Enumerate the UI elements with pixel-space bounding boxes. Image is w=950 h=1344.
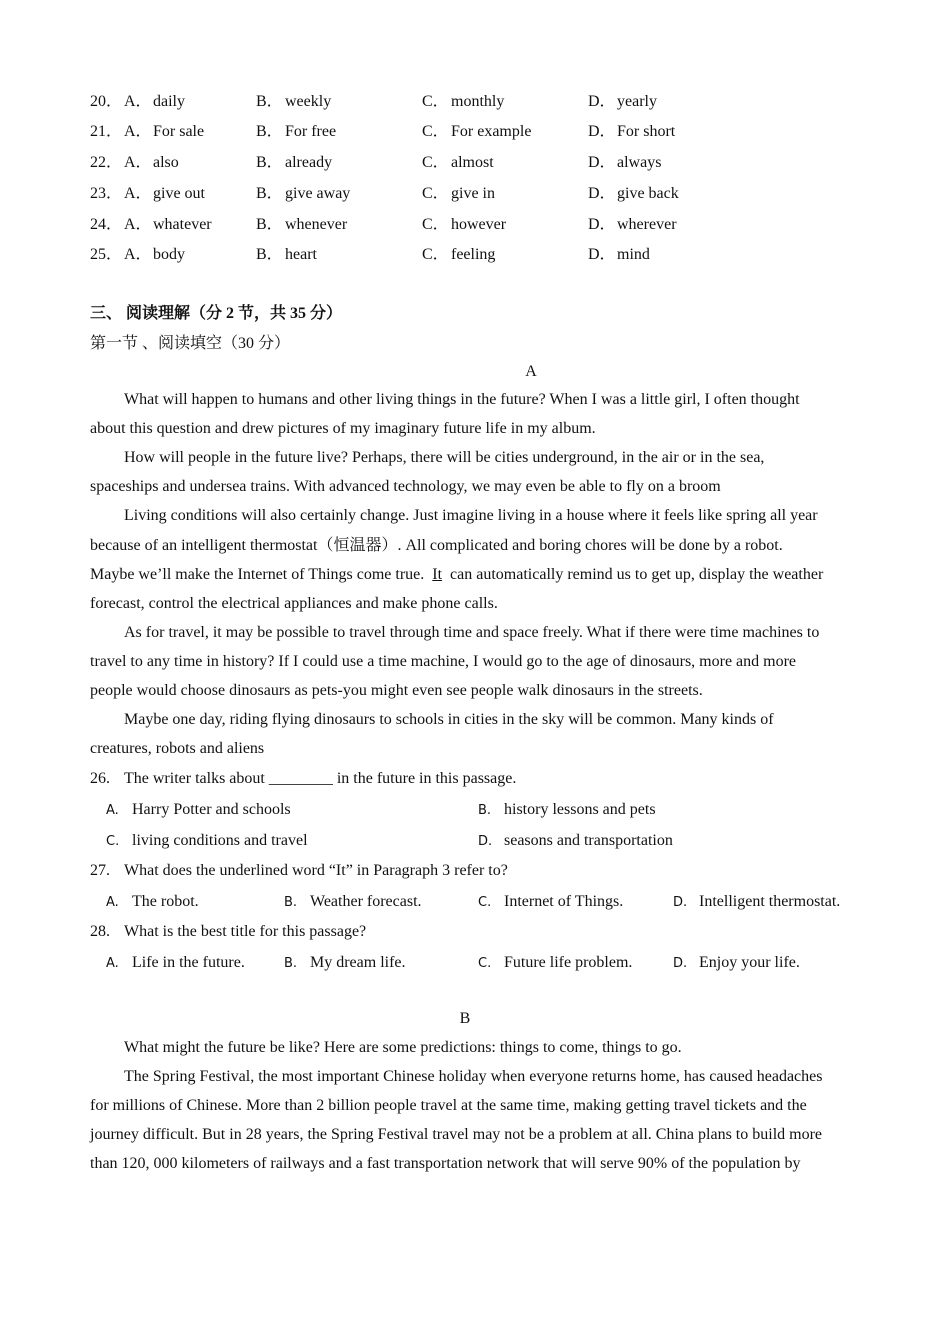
passage-a-line: Living conditions will also certainly change. Just imagine living in a house where it feels like spring all year — [124, 507, 818, 524]
q26-option-d: D. seasons and transportation — [478, 832, 673, 849]
option-a: A．give out — [124, 185, 205, 202]
option-c: C． feeling — [422, 246, 496, 263]
subsection-heading: 第一节 、阅读填空（30 分） — [90, 335, 291, 352]
passage-a-line: because of an intelligent thermostat（恒温器）. All complicated and boring chores will be done by a robot. — [90, 537, 783, 554]
option-b: B． whenever — [256, 216, 348, 233]
passage-b-line: for millions of Chinese. More than 2 billion people travel at the same time, making getting travel tickets and the — [90, 1097, 807, 1114]
underlined-word: It — [432, 566, 443, 583]
q27-option-b: B. Weather forecast. — [284, 893, 422, 910]
option-b: B． give away — [256, 185, 351, 202]
passage-b-line: The Spring Festival, the most important Chinese holiday when everyone returns home, has caused headaches — [124, 1068, 823, 1085]
option-c: C． monthly — [422, 93, 505, 110]
option-b: B． weekly — [256, 93, 332, 110]
option-d: D．give back — [588, 185, 679, 202]
q28-option-c: C. Future life problem. — [478, 954, 633, 971]
passage-b-line: than 120, 000 kilometers of railways and a fast transportation network that will serve 90% of the population by — [90, 1155, 801, 1172]
passage-b-line: journey difficult. But in 28 years, the Spring Festival travel may not be a problem at all. China plans to build more — [90, 1126, 823, 1143]
passage-a-label: A — [525, 363, 537, 380]
option-b: B． already — [256, 154, 333, 171]
option-c: C． however — [422, 216, 507, 233]
question-26: 26. The writer talks about ________ in the future in this passage. — [90, 770, 517, 787]
option-a: A．body — [124, 246, 185, 263]
option-a: A．daily — [124, 93, 185, 110]
option-b: B． heart — [256, 246, 317, 263]
question-28: 28. What is the best title for this passage? — [90, 923, 367, 940]
option-c: C． give in — [422, 185, 495, 202]
q26-option-c: C. living conditions and travel — [106, 832, 308, 849]
passage-b-label: B — [459, 1010, 471, 1027]
question-number: 25． — [90, 246, 123, 263]
passage-a-line: How will people in the future live? Perhaps, there will be cities underground, in the air or in the sea, — [124, 449, 765, 466]
passage-b-line: What might the future be like? Here are some predictions: things to come, things to go. — [124, 1039, 682, 1056]
q28-option-d: D. Enjoy your life. — [673, 954, 800, 971]
question-27: 27. What does the underlined word “It” in Paragraph 3 refer to? — [90, 862, 508, 879]
passage-a-line: forecast, control the electrical appliances and make phone calls. — [90, 595, 498, 612]
option-d: D．always — [588, 154, 662, 171]
q27-option-c: C. Internet of Things. — [478, 893, 624, 910]
option-b: B． For free — [256, 123, 337, 140]
option-c: C． almost — [422, 154, 494, 171]
option-a: A．whatever — [124, 216, 212, 233]
option-c: C． For example — [422, 123, 532, 140]
question-number: 23． — [90, 185, 123, 202]
option-a: A．For sale — [124, 123, 205, 140]
q27-option-a: A. The robot. — [106, 893, 199, 910]
passage-a-line: people would choose dinosaurs as pets-you might even see people walk dinosaurs in the streets. — [90, 682, 703, 699]
option-d: D．For short — [588, 123, 676, 140]
passage-a-line: Maybe we’ll make the Internet of Things come true. It can automatically remind us to get up, display the weather — [90, 566, 824, 583]
section-heading: 三、 阅读理解（分 2 节，共 35 分） — [90, 305, 343, 322]
passage-a-line: As for travel, it may be possible to travel through time and space freely. What if there were time machines to — [124, 624, 820, 641]
option-d: D．wherever — [588, 216, 677, 233]
option-d: D．yearly — [588, 93, 657, 110]
q27-option-d: D. Intelligent thermostat. — [673, 893, 841, 910]
passage-a-line: travel to any time in history? If I could use a time machine, I would go to the age of dinosaurs, more and more — [90, 653, 797, 670]
option-a: A．also — [124, 154, 179, 171]
question-number: 20． — [90, 93, 123, 110]
q26-option-a: A. Harry Potter and schools — [106, 801, 291, 818]
q28-option-b: B. My dream life. — [284, 954, 406, 971]
passage-a-line: about this question and drew pictures of my imaginary future life in my album. — [90, 420, 596, 437]
passage-a-line: Maybe one day, riding flying dinosaurs to schools in cities in the sky will be common. Many kinds of — [124, 711, 774, 728]
question-number: 22． — [90, 154, 123, 171]
question-number: 24． — [90, 216, 123, 233]
passage-a-line: creatures, robots and aliens — [90, 740, 265, 757]
passage-a-line: spaceships and undersea trains. With advanced technology, we may even be able to fly on a broom — [90, 478, 721, 495]
q28-option-a: A. Life in the future. — [106, 954, 245, 971]
question-number: 21． — [90, 123, 123, 140]
option-d: D．mind — [588, 246, 650, 263]
q26-option-b: B. history lessons and pets — [478, 801, 656, 818]
passage-a-line: What will happen to humans and other living things in the future? When I was a little girl, I often thought — [124, 391, 800, 408]
